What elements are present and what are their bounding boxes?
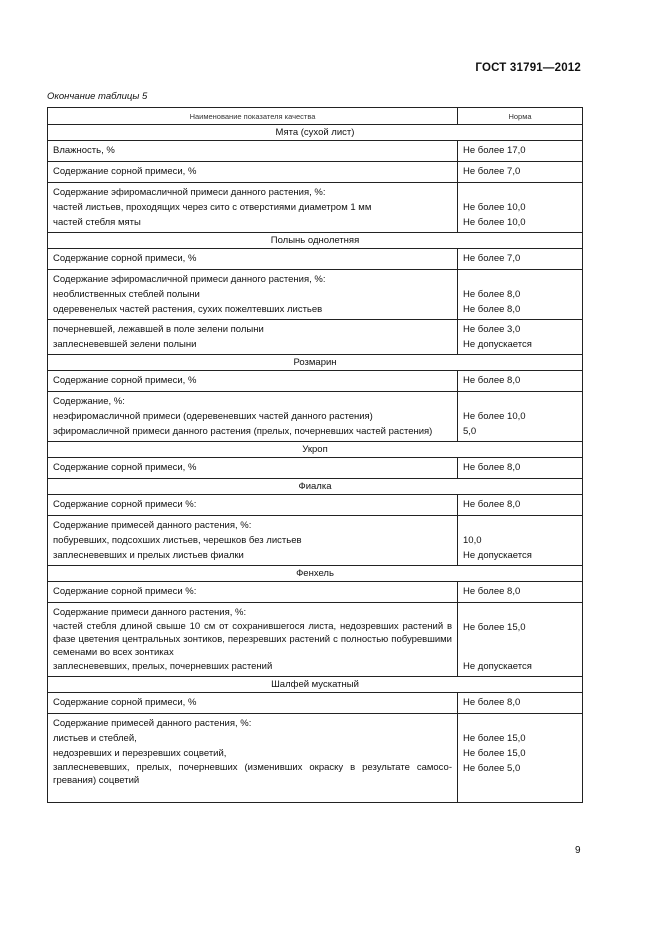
section-title: Укроп [48, 442, 583, 458]
indicator-text: листьев и стеблей, [53, 733, 137, 744]
norm-value [463, 605, 577, 620]
table-caption: Окончание таблицы 5 [47, 91, 148, 102]
norm-value: Не более 7,0 [463, 253, 521, 264]
norm-cell [458, 582, 583, 603]
norm-value: Не допускается [463, 661, 532, 672]
table-row [48, 603, 583, 677]
indicator-cell [48, 714, 458, 803]
indicator-text: почерневшей, лежавшей в поле зелени полыни [53, 324, 264, 335]
quality-norms-table [47, 107, 583, 803]
norm-value: 10,0 [463, 535, 482, 546]
indicator-text: Влажность, % [53, 145, 115, 156]
indicator-text: Содержание эфиромасличной примеси данного растения, %: [53, 274, 326, 285]
norm-cell [458, 693, 583, 714]
table-header-row [48, 108, 583, 125]
indicator-text: одеревенелых частей растения, сухих пожелтевших листьев [53, 304, 323, 315]
norm-cell [458, 270, 583, 320]
norm-cell [458, 249, 583, 270]
indicator-cell [48, 458, 458, 479]
table-row [48, 371, 583, 392]
norm-value: Не более 10,0 [463, 411, 526, 422]
indicator-text: частей листьев, проходящих через сито с отверстиями диаметром 1 мм [53, 202, 372, 213]
table-row [48, 141, 583, 162]
table-row [48, 693, 583, 714]
norm-cell [458, 183, 583, 233]
indicator-text: Содержание сорной примеси, % [53, 462, 197, 473]
indicator-text: заплесневевшей зелени полыни [53, 339, 197, 350]
indicator-cell [48, 516, 458, 566]
indicator-cell [48, 582, 458, 603]
norm-value: Не более 8,0 [463, 304, 521, 315]
norm-cell [458, 162, 583, 183]
table-row [48, 270, 583, 320]
norm-value: Не более 8,0 [463, 375, 521, 386]
indicator-text: частей стебля длиной свыше 10 см от сохранившегося листа, недозревших растений в фазе цветения центральных зонтиков, перезревших растений с полностью побуревшими семенами во всех зонтиках [53, 621, 452, 658]
indicator-cell [48, 603, 458, 677]
table-row [48, 162, 583, 183]
table-row [48, 183, 583, 233]
indicator-cell [48, 371, 458, 392]
norm-cell [458, 392, 583, 442]
indicator-text: Содержание сорной примеси, % [53, 253, 197, 264]
table-row [48, 320, 583, 355]
table-row [48, 392, 583, 442]
norm-value [463, 272, 577, 287]
indicator-text: Содержание, %: [53, 396, 125, 407]
norm-cell [458, 141, 583, 162]
indicator-text: необлиственных стеблей полыни [53, 289, 200, 300]
norm-cell [458, 714, 583, 803]
indicator-text: Содержание сорной примеси %: [53, 586, 197, 597]
norm-value [463, 185, 577, 200]
table-body [48, 125, 583, 803]
indicator-text: эфиромасличной примеси данного растения (прелых, почерневших частей растения) [53, 426, 433, 437]
indicator-text: Содержание эфиромасличной примеси данного растения, %: [53, 187, 326, 198]
indicator-text: недозревших и перезревших соцветий, [53, 748, 227, 759]
section-row [48, 355, 583, 371]
indicator-cell [48, 270, 458, 320]
norm-cell [458, 603, 583, 677]
section-title: Шалфей мускатный [48, 677, 583, 693]
norm-value: Не допускается [463, 339, 532, 350]
indicator-text: Содержание сорной примеси %: [53, 499, 197, 510]
norm-value: Не более 7,0 [463, 166, 521, 177]
indicator-cell [48, 141, 458, 162]
norm-value: Не более 8,0 [463, 586, 521, 597]
section-title: Фенхель [48, 566, 583, 582]
table-row [48, 516, 583, 566]
indicator-text: заплесневевших и прелых листьев фиалки [53, 550, 244, 561]
norm-cell [458, 516, 583, 566]
indicator-cell [48, 320, 458, 355]
norm-cell [458, 371, 583, 392]
indicator-text: заплесневевших, прелых, почерневших (изменивших окраску в результате самосогревания) соцветий [53, 762, 452, 786]
norm-cell [458, 495, 583, 516]
page-number: 9 [575, 845, 581, 856]
indicator-cell [48, 162, 458, 183]
table-row [48, 249, 583, 270]
norm-value: Не допускается [463, 550, 532, 561]
table-row [48, 458, 583, 479]
indicator-text: побуревших, подсохших листьев, черешков без листьев [53, 535, 302, 546]
norm-cell [458, 320, 583, 355]
section-title: Полынь однолетняя [48, 233, 583, 249]
norm-value [463, 518, 577, 533]
section-title: Розмарин [48, 355, 583, 371]
column-header-norm: Норма [458, 108, 583, 125]
indicator-cell [48, 183, 458, 233]
indicator-text: Содержание примесей данного растения, %: [53, 520, 252, 531]
standard-designation: ГОСТ 31791—2012 [475, 62, 581, 74]
indicator-cell [48, 495, 458, 516]
norm-value: Не более 8,0 [463, 289, 521, 300]
section-title: Мята (сухой лист) [48, 125, 583, 141]
indicator-text: Содержание примесей данного растения, %: [53, 718, 252, 729]
column-header-indicator: Наименование показателя качества [48, 108, 458, 125]
indicator-text: заплесневевших, прелых, почерневших растений [53, 661, 273, 672]
table-row [48, 582, 583, 603]
table-row [48, 714, 583, 803]
norm-value: Не более 3,0 [463, 324, 521, 335]
norm-value: Не более 15,0 [463, 748, 526, 759]
table-row [48, 495, 583, 516]
section-row [48, 566, 583, 582]
norm-value: Не более 8,0 [463, 462, 521, 473]
norm-value: 5,0 [463, 426, 477, 437]
norm-value: Не более 10,0 [463, 202, 526, 213]
norm-value: Не более 15,0 [463, 733, 526, 744]
section-row [48, 479, 583, 495]
section-row [48, 677, 583, 693]
norm-value: Не более 8,0 [463, 697, 521, 708]
indicator-text: Содержание примеси данного растения, %: [53, 607, 247, 618]
section-row [48, 125, 583, 141]
section-title: Фиалка [48, 479, 583, 495]
indicator-cell [48, 392, 458, 442]
norm-value [463, 716, 577, 731]
section-row [48, 233, 583, 249]
indicator-text: Содержание сорной примеси, % [53, 375, 197, 386]
norm-cell [458, 458, 583, 479]
norm-value: Не более 8,0 [463, 499, 521, 510]
indicator-text: Содержание сорной примеси, % [53, 697, 197, 708]
indicator-cell [48, 249, 458, 270]
norm-value: Не более 5,0 [463, 763, 521, 774]
indicator-text: неэфиромасличной примеси (одеревеневших частей данного растения) [53, 411, 373, 422]
norm-value: Не более 17,0 [463, 145, 526, 156]
norm-value [463, 394, 577, 409]
norm-value: Не более 10,0 [463, 217, 526, 228]
section-row [48, 442, 583, 458]
indicator-text: Содержание сорной примеси, % [53, 166, 197, 177]
indicator-cell [48, 693, 458, 714]
indicator-text: частей стебля мяты [53, 217, 141, 228]
norm-value: Не более 15,0 [463, 622, 526, 633]
